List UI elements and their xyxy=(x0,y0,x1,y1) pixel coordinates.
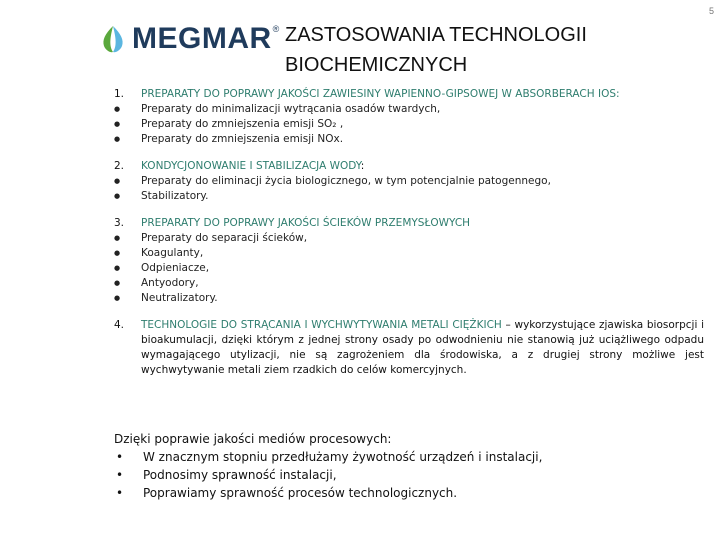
list-item: ● Preparaty do minimalizacji wytrącania osadów twardych, xyxy=(114,103,441,115)
bullet-icon: • xyxy=(116,450,124,464)
list-item: ● Neutralizatory. xyxy=(114,292,218,304)
bullet-icon: ● xyxy=(114,192,121,200)
section-title: TECHNOLOGIE DO STRĄCANIA I WYCHWYTYWANIA METALI CIĘŻKICH – wykorzystujące zjawiska biosorpcji i bioakumulacji, dzięki którym z jednej strony osady po odwodnieniu nie stanowią już uciążliwego odpadu wymagającego utylizacji, nie są zagrożeniem dla środowiska, a z drugiej strony możliwe jest wychwytywanie metali ziem rzadkich do celów komercyjnych. xyxy=(141,319,704,376)
bullet-icon: ● xyxy=(114,249,121,257)
summary-item: • W znacznym stopniu przedłużamy żywotność urządzeń i instalacji, xyxy=(116,450,543,464)
section-4 xyxy=(114,318,704,378)
section-title: KONDYCJONOWANIE I STABILIZACJA WODY: xyxy=(141,160,365,172)
list-item: ● Preparaty do zmniejszenia emisji NOx. xyxy=(114,133,344,145)
section-number: 2. xyxy=(114,160,125,172)
list-item: ● Koagulanty, xyxy=(114,247,204,259)
bullet-icon: ● xyxy=(114,105,121,113)
section-number: 1. xyxy=(114,88,125,100)
bullet-icon: ● xyxy=(114,135,121,143)
section-number: 3. xyxy=(114,217,125,229)
list-item: ● Preparaty do zmniejszenia emisji SO₂ , xyxy=(114,118,344,130)
section-3 xyxy=(114,216,704,306)
logo-text: MEGMAR xyxy=(132,22,272,55)
summary-block xyxy=(114,430,704,502)
bullet-icon: ● xyxy=(114,279,121,287)
list-item: ● Antyodory, xyxy=(114,277,199,289)
list-item: ● Preparaty do separacji ścieków, xyxy=(114,232,308,244)
section-title: PREPARATY DO POPRAWY JAKOŚCI ZAWIESINY WAPIENNO-GIPSOWEJ W ABSORBERACH IOS: xyxy=(141,88,620,100)
page-title: ZASTOSOWANIA TECHNOLOGII BIOCHEMICZNYCH xyxy=(285,24,587,76)
registered-mark: ® xyxy=(272,24,280,34)
list-item: ● Preparaty do eliminacji życia biologicznego, w tym potencjalnie patogennego, xyxy=(114,175,551,187)
section-1 xyxy=(114,87,704,147)
section-2 xyxy=(114,159,704,204)
bullet-icon: ● xyxy=(114,264,121,272)
section-title: PREPARATY DO POPRAWY JAKOŚCI ŚCIEKÓW PRZEMYSŁOWYCH xyxy=(141,217,471,229)
bullet-icon: • xyxy=(116,486,124,500)
bullet-icon: • xyxy=(116,468,124,482)
megmar-logo xyxy=(100,22,279,56)
summary-intro: Dzięki poprawie jakości mediów procesowych: xyxy=(114,432,392,446)
list-item: ● Odpieniacze, xyxy=(114,262,210,274)
summary-item: • Poprawiamy sprawność procesów technologicznych. xyxy=(116,486,458,500)
leaf-drop-icon xyxy=(100,24,126,54)
sections-list xyxy=(114,87,704,390)
summary-item: • Podnosimy sprawność instalacji, xyxy=(116,468,337,482)
bullet-icon: ● xyxy=(114,294,121,302)
page-number: 5 xyxy=(708,6,714,16)
section-number: 4. xyxy=(114,319,125,331)
bullet-icon: ● xyxy=(114,177,121,185)
list-item: ● Stabilizatory. xyxy=(114,190,209,202)
bullet-icon: ● xyxy=(114,234,121,242)
bullet-icon: ● xyxy=(114,120,121,128)
